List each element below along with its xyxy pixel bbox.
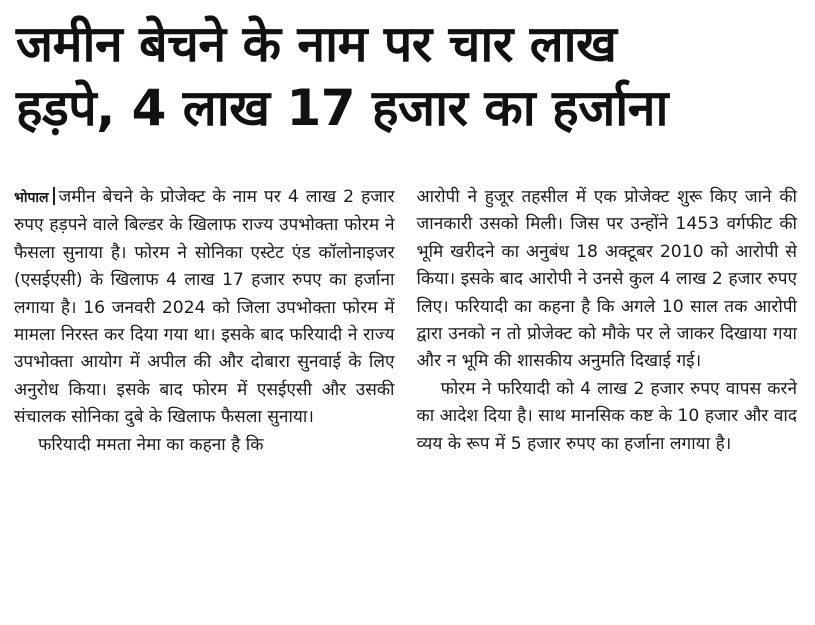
paragraph-intro <box>14 184 395 432</box>
headline-line-2: हड़पे, 4 लाख 17 हजार का हर्जाना <box>16 79 668 137</box>
paragraph-project: आरोपी ने हुजूर तहसील में एक प्रोजेक्ट शुरू किए जाने की जानकारी उसको मिली। जिस पर उन्होंने 1453 वर्गफीट की भूमि खरीदने का अनुबंध 18 अक्टूबर 2010 को आरोपी से किया। इसके बाद आरोपी ने उनसे कुल 4 लाख 2 हजार रुपए लिए। फरियादी का कहना है कि अगले 10 साल तक आरोपी द्वारा उनको न तो प्रोजेक्ट को मौके पर ले जाकर दिखाया गया और न भूमि की शासकीय अनुमति दिखाई गई। <box>416 187 797 372</box>
dateline: भोपाल <box>14 190 49 206</box>
column-left <box>14 184 395 459</box>
paragraph-verdict: फोरम ने फरियादी को 4 लाख 2 हजार रुपए वापस करने का आदेश दिया है। साथ मानसिक कष्ट के 10 हजार और वाद व्यय के रूप में 5 हजार रुपए का हर्जाना लगाया है। <box>416 378 797 454</box>
column-right <box>417 184 798 459</box>
headline-line-1: जमीन बेचने के नाम पर चार लाख <box>16 15 617 73</box>
paragraph-complainant: फरियादी ममता नेमा का कहना है कि <box>38 434 264 455</box>
headline <box>16 12 801 140</box>
paragraph-intro-text: जमीन बेचने के प्रोजेक्ट के नाम पर 4 लाख 2 हजार रुपए हड़पने वाले बिल्डर के खिलाफ राज्य उपभोक्ता फोरम ने फैसला सुनाया है। फोरम ने सोनिका एस्टेट एंड कॉलोनाइजर (एसईएसी) के खिलाफ 4 लाख 17 हजार रुपए का हर्जाना लगाया है। 16 जनवरी 2024 को जिला उपभोक्ता फोरम में मामला निरस्त कर दिया गया था। इसके बाद फरियादी ने राज्य उपभोक्ता आयोग में अपील की और दोबारा सुनवाई के लिए अनुरोध किया। इसके बाद फोरम में एसईएसी और उसकी संचालक सोनिका दुबे के खिलाफ फैसला सुनाया। <box>14 187 395 428</box>
dateline-divider <box>53 187 55 205</box>
article-body <box>14 184 797 459</box>
